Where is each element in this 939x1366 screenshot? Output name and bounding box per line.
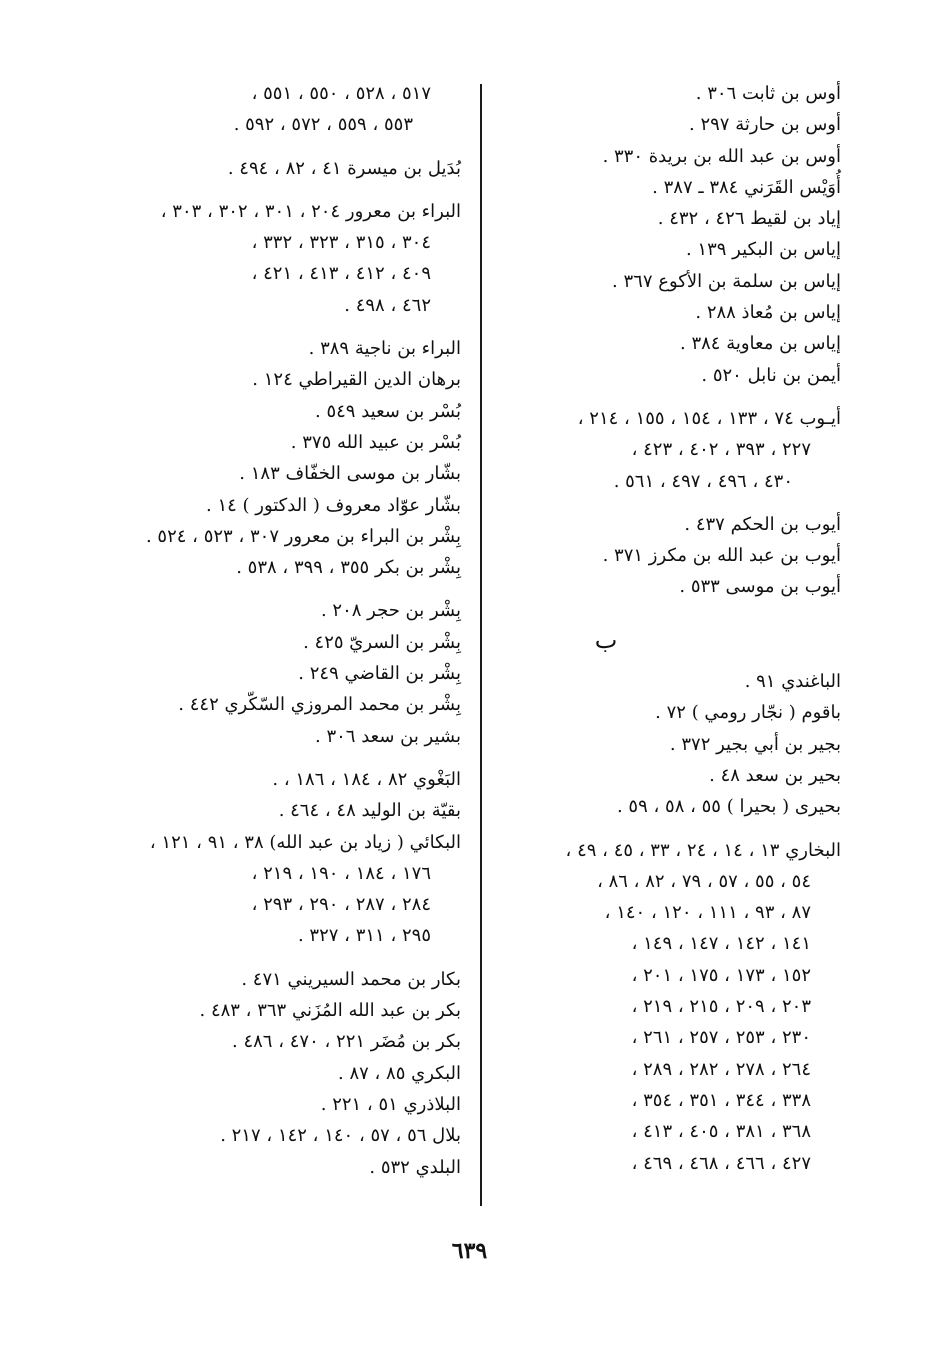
index-entry: بُسْر بن عبيد الله ٣٧٥ . [290,431,461,453]
index-entry: البراء بن معرور ٢٠٤ ، ٣٠١ ، ٣٠٢ ، ٣٠٣ ، [160,200,461,222]
index-entry: بكر بن مُضَر ٢٢١ ، ٤٧٠ ، ٤٨٦ . [232,1031,461,1053]
index-entry: بحيرى ( بحيرا ) ٥٥ ، ٥٨ ، ٥٩ . [616,796,841,818]
entry-gap [106,752,461,764]
index-entry: البكري ٨٥ ، ٨٧ . [337,1062,461,1084]
index-entry: بحير بن سعد ٤٨ . [709,764,841,786]
right-column [491,78,841,1179]
index-entry: باقوم ( نجّار رومي ) ٧٢ . [655,702,841,724]
index-entry: بشّار عوّاد معروف ( الدكتور ) ١٤ . [205,494,461,516]
index-entry-continuation: ٣٣٨ ، ٣٤٤ ، ٣٥١ ، ٣٥٤ ، [631,1089,811,1111]
index-entry-continuation: ٨٧ ، ٩٣ ، ١١١ ، ١٢٠ ، ١٤٠ ، [604,902,811,924]
index-entry: بِشْر بن البراء بن معرور ٣٠٧ ، ٥٢٣ ، ٥٢٤ . [145,525,461,547]
index-entry-continuation: ٤٢٧ ، ٤٦٦ ، ٤٦٨ ، ٤٦٩ ، [631,1152,811,1174]
index-entry-continuation: ٢٦٤ ، ٢٧٨ ، ٢٨٢ ، ٢٨٩ ، [631,1058,811,1080]
index-entry: أوس بن حارثة ٢٩٧ . [689,114,841,136]
index-entry: بكار بن محمد السيريني ٤٧١ . [241,968,461,990]
index-entry: بِشْر بن محمد المروزي السّكّري ٤٤٢ . [178,694,461,716]
index-entry: البلاذري ٥١ ، ٢٢١ . [320,1093,461,1115]
index-entry: بِشْر بن حجر ٢٠٨ . [320,600,461,622]
entry-gap [106,184,461,196]
index-entry-continuation: ٥١٧ ، ٥٢٨ ، ٥٥٠ ، ٥٥١ ، [251,83,431,104]
index-entry: البكائي ( زياد بن عبد الله) ٣٨ ، ٩١ ، ١٢١ ، [149,831,461,853]
index-entry-continuation: ١٧٦ ، ١٨٤ ، ١٩٠ ، ٢١٩ ، [251,862,431,884]
index-entry: أُوَيْس القَرَني ٣٨٤ ـ ٣٨٧ . [652,176,841,198]
index-entry: بقيّة بن الوليد ٤٨ ، ٤٦٤ . [278,800,461,822]
index-entry: البراء بن ناجية ٣٨٩ . [308,338,461,360]
index-entry: بِشْر بن بكر ٣٥٥ ، ٣٩٩ ، ٥٣٨ . [236,557,461,579]
index-entry: أيـوب ٧٤ ، ١٣٣ ، ١٥٤ ، ١٥٥ ، ٢١٤ ، [577,407,841,429]
entry-gap [491,391,841,403]
index-entry: إياس بن البكير ١٣٩ . [685,239,841,261]
entry-gap [491,497,841,509]
left-column [106,78,461,1183]
index-entry: أيوب بن موسى ٥٣٣ . [679,576,841,598]
entry-gap [106,141,461,153]
index-entry: أيمن بن نابل ٥٢٠ . [701,364,841,386]
index-entry-continuation: ١٥٢ ، ١٧٣ ، ١٧٥ ، ٢٠١ ، [631,964,811,986]
index-entry: إياد بن لقيط ٤٢٦ ، ٤٣٢ . [657,208,841,230]
index-entry: البخاري ١٣ ، ١٤ ، ٢٤ ، ٣٣ ، ٤٥ ، ٤٩ ، [565,839,841,861]
index-entry: بِشْر بن القاضي ٢٤٩ . [298,663,461,685]
index-entry: بشّار بن موسى الخفّاف ١٨٣ . [239,463,461,485]
index-entry: إياس بن سلمة بن الأكوع ٣٦٧ . [612,270,841,292]
index-entry-continuation: ٢٣٠ ، ٢٥٣ ، ٢٥٧ ، ٢٦١ ، [631,1027,811,1049]
index-entry-continuation: ٤٠٩ ، ٤١٢ ، ٤١٣ ، ٤٢١ ، [251,263,431,285]
index-entry: برهان الدين القيراطي ١٢٤ . [252,369,461,391]
entry-gap [106,583,461,595]
entry-gap [106,321,461,333]
index-entry: بِشْر بن السريّ ٤٢٥ . [303,631,461,653]
index-entry-continuation: ٢٨٤ ، ٢٨٧ ، ٢٩٠ ، ٢٩٣ ، [251,894,431,916]
index-entry-continuation: ٢٠٣ ، ٢٠٩ ، ٢١٥ ، ٢١٩ ، [631,996,811,1018]
index-entry-continuation: ٥٤ ، ٥٥ ، ٥٧ ، ٧٩ ، ٨٢ ، ٨٦ ، [597,870,811,892]
column-divider [480,84,482,1206]
entry-gap [106,952,461,964]
index-entry: بشير بن سعد ٣٠٦ . [315,725,461,747]
index-entry-continuation: ٤٣٠ ، ٤٩٦ ، ٤٩٧ ، ٥٦١ . [613,470,793,492]
index-entry: أيوب بن الحكم ٤٣٧ . [684,513,841,535]
index-entry: أوس بن ثابت ٣٠٦ . [695,83,841,104]
index-entry: بجير بن أبي بجير ٣٧٢ . [669,733,841,755]
index-entry-continuation: ١٤١ ، ١٤٢ ، ١٤٧ ، ١٤٩ ، [631,933,811,955]
index-entry: بُسْر بن سعيد ٥٤٩ . [315,400,461,422]
index-entry: إياس بن معاوية ٣٨٤ . [680,333,841,355]
page-number: ٦٣٩ [451,1238,488,1264]
index-entry: إياس بن مُعاذ ٢٨٨ . [695,302,841,324]
index-entry: أيوب بن عبد الله بن مكرز ٣٧١ . [602,545,841,567]
index-entry-continuation: ٢٢٧ ، ٣٩٣ ، ٤٠٢ ، ٤٢٣ ، [631,439,811,461]
index-entry: بلال ٥٦ ، ٥٧ ، ١٤٠ ، ١٤٢ ، ٢١٧ . [220,1125,461,1147]
index-entry: الباغندي ٩١ . [744,671,841,693]
index-entry-continuation: ٣٠٤ ، ٣١٥ ، ٣٢٣ ، ٣٣٢ ، [251,232,431,254]
index-entry: بُدَيل بن ميسرة ٤١ ، ٨٢ ، ٤٩٤ . [227,157,461,179]
index-entry: أوس بن عبد الله بن بريدة ٣٣٠ . [602,145,841,167]
index-entry: البَغْوي ٨٢ ، ١٨٤ ، ١٨٦ ، . [272,768,461,790]
section-letter: ب [594,625,618,654]
index-entry-continuation: ٢٩٥ ، ٣١١ ، ٣٢٧ . [297,925,431,947]
index-entry: بكر بن عبد الله المُزَني ٣٦٣ ، ٤٨٣ . [199,1000,461,1022]
index-entry-continuation: ٥٥٣ ، ٥٥٩ ، ٥٧٢ ، ٥٩٢ . [233,114,413,136]
index-entry-continuation: ٤٦٢ ، ٤٩٨ . [344,294,431,316]
index-entry-continuation: ٣٦٨ ، ٣٨١ ، ٤٠٥ ، ٤١٣ ، [631,1121,811,1143]
entry-gap [491,823,841,835]
index-entry: البلدي ٥٣٢ . [369,1156,461,1178]
